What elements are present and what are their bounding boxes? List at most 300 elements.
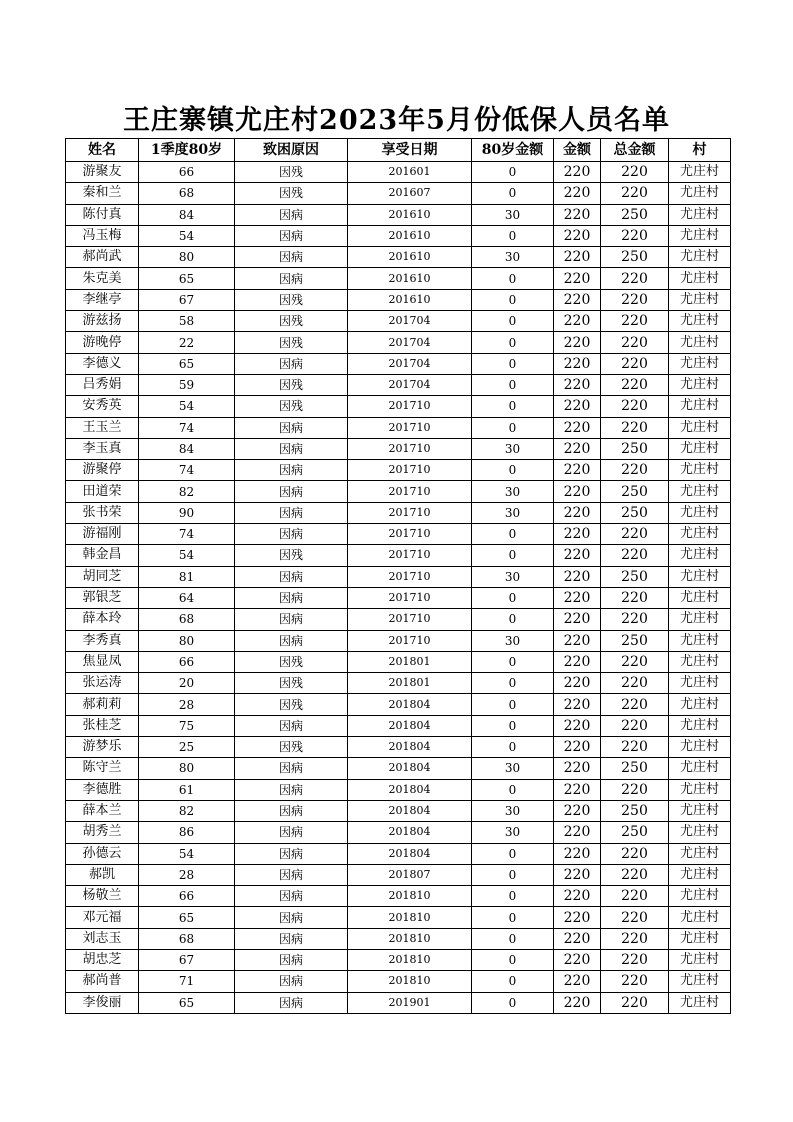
- cell-start-date: 201710: [348, 502, 472, 523]
- cell-total: 220: [601, 289, 669, 310]
- cell-total: 250: [601, 800, 669, 821]
- table-row: [66, 481, 731, 502]
- cell-age80-amount: 0: [472, 460, 554, 481]
- cell-age80-amount: 0: [472, 609, 554, 630]
- cell-amount: 220: [554, 864, 601, 885]
- header-age80-amount: 80岁金额: [472, 139, 554, 162]
- cell-start-date: 201801: [348, 673, 472, 694]
- table-row: [66, 630, 731, 651]
- cell-village: 尤庄村: [669, 886, 731, 907]
- cell-village: 尤庄村: [669, 779, 731, 800]
- cell-reason: 因残: [235, 694, 348, 715]
- cell-q1-age-80: 58: [139, 311, 235, 332]
- cell-name: 安秀英: [66, 396, 139, 417]
- cell-name: 郝尚武: [66, 247, 139, 268]
- cell-total: 220: [601, 843, 669, 864]
- cell-reason: 因病: [235, 779, 348, 800]
- cell-start-date: 201607: [348, 183, 472, 204]
- cell-age80-amount: 0: [472, 651, 554, 672]
- cell-village: 尤庄村: [669, 694, 731, 715]
- cell-age80-amount: 0: [472, 779, 554, 800]
- cell-reason: 因病: [235, 992, 348, 1013]
- cell-amount: 220: [554, 843, 601, 864]
- cell-q1-age-80: 68: [139, 928, 235, 949]
- cell-start-date: 201710: [348, 396, 472, 417]
- cell-total: 220: [601, 225, 669, 246]
- cell-reason: 因残: [235, 651, 348, 672]
- cell-village: 尤庄村: [669, 843, 731, 864]
- cell-reason: 因病: [235, 609, 348, 630]
- cell-village: 尤庄村: [669, 758, 731, 779]
- cell-q1-age-80: 86: [139, 822, 235, 843]
- cell-amount: 220: [554, 502, 601, 523]
- cell-q1-age-80: 84: [139, 438, 235, 459]
- cell-start-date: 201810: [348, 907, 472, 928]
- table-row: [66, 417, 731, 438]
- cell-age80-amount: 0: [472, 949, 554, 970]
- table-row: [66, 864, 731, 885]
- cell-age80-amount: 30: [472, 438, 554, 459]
- cell-name: 杨敬兰: [66, 886, 139, 907]
- cell-village: 尤庄村: [669, 907, 731, 928]
- cell-village: 尤庄村: [669, 183, 731, 204]
- cell-q1-age-80: 61: [139, 779, 235, 800]
- cell-village: 尤庄村: [669, 204, 731, 225]
- cell-reason: 因病: [235, 907, 348, 928]
- table-row: [66, 609, 731, 630]
- table-row: [66, 992, 731, 1013]
- cell-name: 陈守兰: [66, 758, 139, 779]
- cell-q1-age-80: 82: [139, 800, 235, 821]
- cell-amount: 220: [554, 992, 601, 1013]
- table-row: [66, 822, 731, 843]
- cell-start-date: 201704: [348, 353, 472, 374]
- cell-amount: 220: [554, 566, 601, 587]
- table-row: [66, 311, 731, 332]
- cell-total: 220: [601, 864, 669, 885]
- table-row: [66, 779, 731, 800]
- cell-start-date: 201801: [348, 651, 472, 672]
- table-row: [66, 502, 731, 523]
- cell-reason: 因残: [235, 289, 348, 310]
- cell-total: 220: [601, 587, 669, 608]
- cell-age80-amount: 0: [472, 268, 554, 289]
- cell-reason: 因病: [235, 886, 348, 907]
- cell-start-date: 201710: [348, 630, 472, 651]
- cell-reason: 因病: [235, 502, 348, 523]
- cell-start-date: 201810: [348, 949, 472, 970]
- cell-reason: 因病: [235, 225, 348, 246]
- cell-total: 220: [601, 311, 669, 332]
- cell-village: 尤庄村: [669, 438, 731, 459]
- cell-name: 郝尚普: [66, 971, 139, 992]
- cell-reason: 因病: [235, 438, 348, 459]
- table-row: [66, 886, 731, 907]
- cell-reason: 因病: [235, 460, 348, 481]
- cell-amount: 220: [554, 438, 601, 459]
- cell-age80-amount: 0: [472, 289, 554, 310]
- cell-start-date: 201704: [348, 374, 472, 395]
- cell-village: 尤庄村: [669, 247, 731, 268]
- cell-age80-amount: 30: [472, 566, 554, 587]
- cell-name: 胡秀兰: [66, 822, 139, 843]
- cell-total: 220: [601, 673, 669, 694]
- cell-total: 250: [601, 630, 669, 651]
- cell-reason: 因病: [235, 864, 348, 885]
- cell-amount: 220: [554, 609, 601, 630]
- cell-name: 游聚停: [66, 460, 139, 481]
- cell-village: 尤庄村: [669, 673, 731, 694]
- cell-start-date: 201610: [348, 225, 472, 246]
- cell-age80-amount: 0: [472, 417, 554, 438]
- cell-age80-amount: 30: [472, 758, 554, 779]
- cell-start-date: 201804: [348, 737, 472, 758]
- cell-name: 孙德云: [66, 843, 139, 864]
- cell-start-date: 201710: [348, 417, 472, 438]
- cell-amount: 220: [554, 587, 601, 608]
- cell-start-date: 201810: [348, 886, 472, 907]
- cell-village: 尤庄村: [669, 502, 731, 523]
- cell-amount: 220: [554, 758, 601, 779]
- cell-start-date: 201710: [348, 566, 472, 587]
- cell-q1-age-80: 67: [139, 949, 235, 970]
- cell-village: 尤庄村: [669, 396, 731, 417]
- cell-age80-amount: 0: [472, 353, 554, 374]
- cell-total: 220: [601, 374, 669, 395]
- cell-village: 尤庄村: [669, 225, 731, 246]
- cell-q1-age-80: 75: [139, 715, 235, 736]
- cell-amount: 220: [554, 353, 601, 374]
- cell-amount: 220: [554, 374, 601, 395]
- cell-total: 220: [601, 992, 669, 1013]
- cell-village: 尤庄村: [669, 949, 731, 970]
- cell-name: 陈付真: [66, 204, 139, 225]
- cell-amount: 220: [554, 289, 601, 310]
- cell-name: 薛本兰: [66, 800, 139, 821]
- cell-q1-age-80: 65: [139, 353, 235, 374]
- cell-amount: 220: [554, 524, 601, 545]
- cell-village: 尤庄村: [669, 289, 731, 310]
- cell-total: 250: [601, 247, 669, 268]
- cell-village: 尤庄村: [669, 992, 731, 1013]
- cell-q1-age-80: 54: [139, 225, 235, 246]
- cell-age80-amount: 0: [472, 183, 554, 204]
- cell-q1-age-80: 67: [139, 289, 235, 310]
- cell-age80-amount: 0: [472, 396, 554, 417]
- cell-age80-amount: 30: [472, 204, 554, 225]
- cell-start-date: 201710: [348, 438, 472, 459]
- cell-reason: 因残: [235, 673, 348, 694]
- cell-start-date: 201804: [348, 843, 472, 864]
- cell-q1-age-80: 71: [139, 971, 235, 992]
- cell-village: 尤庄村: [669, 864, 731, 885]
- cell-start-date: 201710: [348, 587, 472, 608]
- cell-reason: 因病: [235, 247, 348, 268]
- table-row: [66, 673, 731, 694]
- cell-total: 220: [601, 332, 669, 353]
- roster-table: [65, 138, 731, 1014]
- cell-village: 尤庄村: [669, 566, 731, 587]
- cell-amount: 220: [554, 822, 601, 843]
- cell-q1-age-80: 82: [139, 481, 235, 502]
- cell-reason: 因残: [235, 737, 348, 758]
- cell-amount: 220: [554, 396, 601, 417]
- cell-amount: 220: [554, 545, 601, 566]
- cell-name: 秦和兰: [66, 183, 139, 204]
- cell-total: 250: [601, 438, 669, 459]
- cell-age80-amount: 0: [472, 673, 554, 694]
- cell-village: 尤庄村: [669, 587, 731, 608]
- cell-age80-amount: 0: [472, 737, 554, 758]
- cell-start-date: 201810: [348, 971, 472, 992]
- cell-q1-age-80: 65: [139, 268, 235, 289]
- cell-village: 尤庄村: [669, 545, 731, 566]
- cell-q1-age-80: 54: [139, 396, 235, 417]
- cell-name: 李德胜: [66, 779, 139, 800]
- cell-q1-age-80: 28: [139, 864, 235, 885]
- cell-age80-amount: 0: [472, 928, 554, 949]
- cell-village: 尤庄村: [669, 971, 731, 992]
- cell-total: 220: [601, 162, 669, 183]
- cell-age80-amount: 0: [472, 311, 554, 332]
- table-row: [66, 758, 731, 779]
- table-row: [66, 225, 731, 246]
- table-row: [66, 651, 731, 672]
- cell-name: 李继亭: [66, 289, 139, 310]
- cell-reason: 因病: [235, 417, 348, 438]
- cell-amount: 220: [554, 183, 601, 204]
- table-row: [66, 524, 731, 545]
- cell-village: 尤庄村: [669, 417, 731, 438]
- cell-village: 尤庄村: [669, 715, 731, 736]
- cell-reason: 因病: [235, 204, 348, 225]
- cell-age80-amount: 30: [472, 630, 554, 651]
- cell-name: 胡忠芝: [66, 949, 139, 970]
- roster-body: [66, 162, 731, 1014]
- cell-reason: 因残: [235, 183, 348, 204]
- cell-age80-amount: 0: [472, 694, 554, 715]
- table-row: [66, 928, 731, 949]
- header-amount: 金额: [554, 139, 601, 162]
- cell-name: 郝凯: [66, 864, 139, 885]
- cell-total: 250: [601, 481, 669, 502]
- cell-start-date: 201710: [348, 609, 472, 630]
- cell-name: 游聚友: [66, 162, 139, 183]
- table-row: [66, 737, 731, 758]
- cell-reason: 因病: [235, 758, 348, 779]
- cell-name: 韩金昌: [66, 545, 139, 566]
- cell-amount: 220: [554, 481, 601, 502]
- cell-reason: 因病: [235, 949, 348, 970]
- table-row: [66, 907, 731, 928]
- cell-age80-amount: 0: [472, 971, 554, 992]
- cell-age80-amount: 30: [472, 481, 554, 502]
- cell-q1-age-80: 90: [139, 502, 235, 523]
- cell-reason: 因病: [235, 566, 348, 587]
- cell-amount: 220: [554, 886, 601, 907]
- cell-amount: 220: [554, 417, 601, 438]
- cell-name: 吕秀娟: [66, 374, 139, 395]
- header-reason: 致困原因: [235, 139, 348, 162]
- table-row: [66, 545, 731, 566]
- cell-q1-age-80: 28: [139, 694, 235, 715]
- cell-start-date: 201804: [348, 779, 472, 800]
- cell-q1-age-80: 54: [139, 843, 235, 864]
- cell-start-date: 201710: [348, 524, 472, 545]
- cell-name: 郝莉莉: [66, 694, 139, 715]
- table-row: [66, 949, 731, 970]
- cell-village: 尤庄村: [669, 630, 731, 651]
- table-row: [66, 183, 731, 204]
- cell-amount: 220: [554, 737, 601, 758]
- cell-q1-age-80: 66: [139, 886, 235, 907]
- cell-total: 220: [601, 907, 669, 928]
- cell-q1-age-80: 66: [139, 162, 235, 183]
- cell-start-date: 201704: [348, 332, 472, 353]
- cell-amount: 220: [554, 694, 601, 715]
- cell-age80-amount: 0: [472, 843, 554, 864]
- cell-q1-age-80: 54: [139, 545, 235, 566]
- cell-amount: 220: [554, 204, 601, 225]
- cell-age80-amount: 30: [472, 502, 554, 523]
- cell-q1-age-80: 80: [139, 630, 235, 651]
- cell-q1-age-80: 20: [139, 673, 235, 694]
- cell-total: 250: [601, 822, 669, 843]
- cell-total: 220: [601, 396, 669, 417]
- cell-age80-amount: 0: [472, 545, 554, 566]
- cell-q1-age-80: 68: [139, 609, 235, 630]
- cell-age80-amount: 0: [472, 225, 554, 246]
- cell-village: 尤庄村: [669, 353, 731, 374]
- cell-name: 邓元福: [66, 907, 139, 928]
- cell-total: 220: [601, 715, 669, 736]
- cell-village: 尤庄村: [669, 822, 731, 843]
- cell-start-date: 201704: [348, 311, 472, 332]
- cell-total: 220: [601, 353, 669, 374]
- cell-q1-age-80: 68: [139, 183, 235, 204]
- header-q1-age-80: 1季度80岁: [139, 139, 235, 162]
- cell-reason: 因病: [235, 587, 348, 608]
- table-row: [66, 694, 731, 715]
- cell-name: 李秀真: [66, 630, 139, 651]
- cell-name: 游兹扬: [66, 311, 139, 332]
- table-row: [66, 566, 731, 587]
- cell-name: 王玉兰: [66, 417, 139, 438]
- cell-name: 冯玉梅: [66, 225, 139, 246]
- cell-name: 焦显凤: [66, 651, 139, 672]
- cell-amount: 220: [554, 332, 601, 353]
- cell-name: 张桂芝: [66, 715, 139, 736]
- table-row: [66, 162, 731, 183]
- cell-q1-age-80: 80: [139, 247, 235, 268]
- cell-total: 220: [601, 524, 669, 545]
- cell-q1-age-80: 84: [139, 204, 235, 225]
- header-village: 村: [669, 139, 731, 162]
- cell-name: 游晚停: [66, 332, 139, 353]
- cell-amount: 220: [554, 949, 601, 970]
- cell-total: 220: [601, 737, 669, 758]
- cell-q1-age-80: 65: [139, 907, 235, 928]
- cell-name: 薛本玲: [66, 609, 139, 630]
- cell-start-date: 201710: [348, 481, 472, 502]
- cell-reason: 因病: [235, 843, 348, 864]
- cell-start-date: 201610: [348, 268, 472, 289]
- cell-q1-age-80: 81: [139, 566, 235, 587]
- cell-total: 250: [601, 204, 669, 225]
- cell-amount: 220: [554, 928, 601, 949]
- cell-reason: 因病: [235, 822, 348, 843]
- cell-age80-amount: 0: [472, 524, 554, 545]
- cell-start-date: 201610: [348, 289, 472, 310]
- cell-reason: 因残: [235, 162, 348, 183]
- header-total: 总金额: [601, 139, 669, 162]
- cell-age80-amount: 0: [472, 907, 554, 928]
- cell-village: 尤庄村: [669, 609, 731, 630]
- cell-q1-age-80: 74: [139, 460, 235, 481]
- cell-total: 220: [601, 460, 669, 481]
- cell-total: 220: [601, 886, 669, 907]
- cell-reason: 因病: [235, 524, 348, 545]
- cell-age80-amount: 0: [472, 864, 554, 885]
- cell-village: 尤庄村: [669, 737, 731, 758]
- cell-start-date: 201610: [348, 247, 472, 268]
- cell-amount: 220: [554, 971, 601, 992]
- cell-total: 220: [601, 971, 669, 992]
- cell-q1-age-80: 66: [139, 651, 235, 672]
- cell-q1-age-80: 25: [139, 737, 235, 758]
- cell-village: 尤庄村: [669, 481, 731, 502]
- header-start-date: 享受日期: [348, 139, 472, 162]
- cell-start-date: 201804: [348, 800, 472, 821]
- cell-reason: 因病: [235, 481, 348, 502]
- cell-total: 250: [601, 758, 669, 779]
- table-row: [66, 460, 731, 481]
- cell-village: 尤庄村: [669, 524, 731, 545]
- cell-village: 尤庄村: [669, 460, 731, 481]
- cell-amount: 220: [554, 247, 601, 268]
- cell-name: 李俊丽: [66, 992, 139, 1013]
- cell-amount: 220: [554, 225, 601, 246]
- cell-amount: 220: [554, 779, 601, 800]
- cell-start-date: 201807: [348, 864, 472, 885]
- cell-total: 220: [601, 417, 669, 438]
- header-name: 姓名: [66, 139, 139, 162]
- cell-amount: 220: [554, 651, 601, 672]
- table-row: [66, 247, 731, 268]
- cell-total: 220: [601, 779, 669, 800]
- table-row: [66, 800, 731, 821]
- cell-village: 尤庄村: [669, 268, 731, 289]
- cell-reason: 因病: [235, 630, 348, 651]
- cell-village: 尤庄村: [669, 651, 731, 672]
- table-row: [66, 204, 731, 225]
- header-row: [66, 139, 731, 162]
- cell-reason: 因病: [235, 928, 348, 949]
- cell-amount: 220: [554, 907, 601, 928]
- table-row: [66, 438, 731, 459]
- table-row: [66, 268, 731, 289]
- cell-start-date: 201901: [348, 992, 472, 1013]
- cell-amount: 220: [554, 460, 601, 481]
- cell-q1-age-80: 80: [139, 758, 235, 779]
- table-row: [66, 715, 731, 736]
- cell-total: 220: [601, 949, 669, 970]
- cell-reason: 因残: [235, 332, 348, 353]
- cell-total: 220: [601, 928, 669, 949]
- cell-start-date: 201810: [348, 928, 472, 949]
- cell-q1-age-80: 74: [139, 524, 235, 545]
- cell-name: 李玉真: [66, 438, 139, 459]
